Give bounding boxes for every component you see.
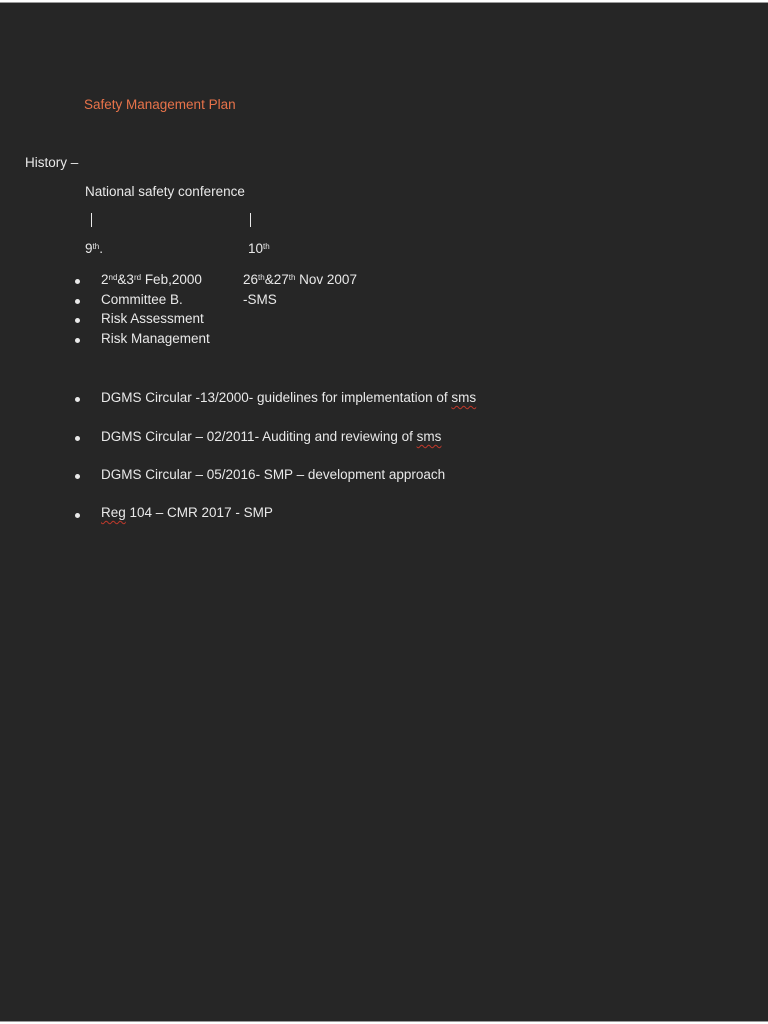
bullet-icon (75, 436, 80, 441)
list-item-date-left: 2nd&3rd Feb,2000 (101, 272, 202, 287)
circular-item: DGMS Circular – 02/2011- Auditing and reviewing of sms (101, 429, 442, 444)
list-item-note: -SMS (243, 292, 277, 307)
list-item-date-right: 26th&27th Nov 2007 (243, 272, 357, 287)
timeline-marker-right (250, 213, 251, 227)
spellcheck-flagged-word: sms (451, 390, 477, 405)
spellcheck-flagged-word: Reg (101, 505, 126, 520)
bullet-icon (75, 397, 80, 402)
document-title: Safety Management Plan (84, 97, 236, 112)
circular-item: DGMS Circular -13/2000- guidelines for implementation of sms (101, 390, 477, 405)
document-page (0, 2, 768, 1022)
history-heading: History – (25, 155, 79, 170)
bullet-icon (75, 474, 80, 479)
bullet-icon (75, 299, 80, 304)
bullet-icon (75, 318, 80, 323)
list-item: Risk Management (101, 331, 210, 346)
circular-item: Reg 104 – CMR 2017 - SMP (101, 505, 273, 520)
circular-item: DGMS Circular – 05/2016- SMP – development approach (101, 467, 446, 482)
spellcheck-flagged-word: sms (416, 429, 442, 444)
bullet-icon (75, 338, 80, 343)
conference-label: National safety conference (85, 184, 245, 199)
ordinal-ninth: 9th. (85, 241, 103, 256)
ordinal-tenth: 10th (248, 241, 270, 256)
timeline-marker-left (91, 213, 92, 227)
list-item: Committee B. (101, 292, 183, 307)
list-item: Risk Assessment (101, 311, 204, 326)
bullet-icon (75, 513, 80, 518)
bullet-icon (75, 279, 80, 284)
